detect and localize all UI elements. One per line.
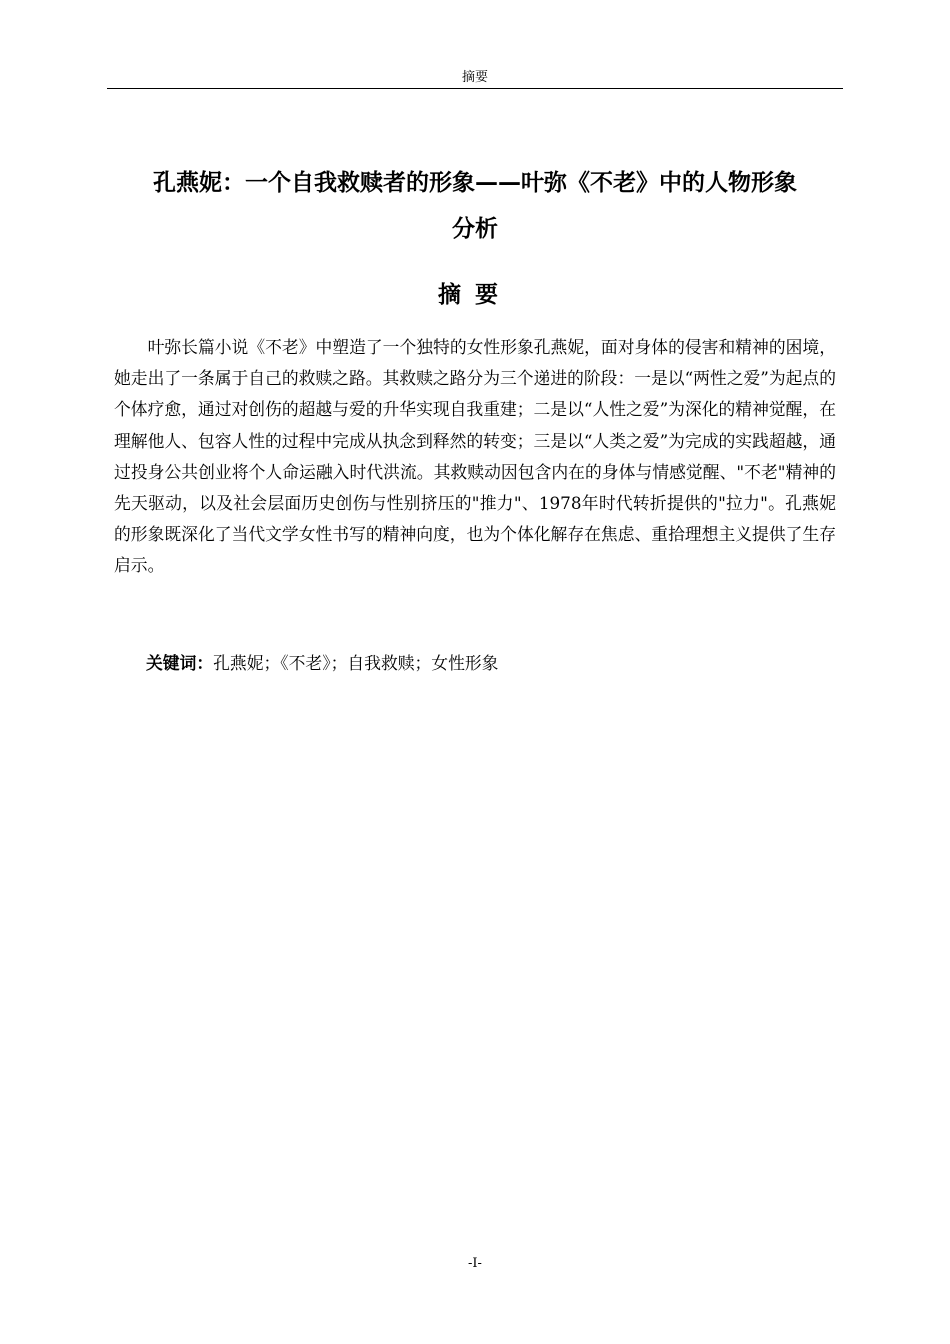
header-divider [107, 88, 843, 89]
paper-title-line-1: 孔燕妮：一个自我救赎者的形象——叶弥《不老》中的人物形象 [153, 170, 797, 196]
abstract-body: 叶弥长篇小说《不老》中塑造了一个独特的女性形象孔燕妮，面对身体的侵害和精神的困境，她走出了一条属于自己的救赎之路。其救赎之路分为三个递进的阶段：一是以“两性之爱”为起点的个体疗愈，通过对创伤的超越与爱的升华实现自我重建；二是以“人性之爱”为深化的精神觉醒，在理解他人、包容人性的过程中完成从执念到释然的转变；三是以“人类之爱”为完成的实践超越，通过投身公共创业将个人命运融入时代洪流。其救赎动因包含内在的身体与情感觉醒、"不老"精神的先天驱动，以及社会层面历史创伤与性别挤压的"推力"、1978年时代转折提供的"拉力"。孔燕妮的形象既深化了当代文学女性书写的精神向度，也为个体化解存在焦虑、重拾理想主义提供了生存启示。 [114, 337, 836, 576]
paper-title-line-2: 分析 [452, 216, 498, 242]
keywords-label: 关键词： [146, 653, 214, 673]
running-header: 摘要 [461, 70, 488, 85]
paper-title [107, 160, 843, 252]
abstract-heading: 摘要 [438, 282, 512, 308]
keywords-value: 孔燕妮；《不老》；自我救赎；女性形象 [213, 653, 499, 673]
keywords-line [146, 648, 836, 679]
page-number: -I- [468, 1256, 482, 1271]
